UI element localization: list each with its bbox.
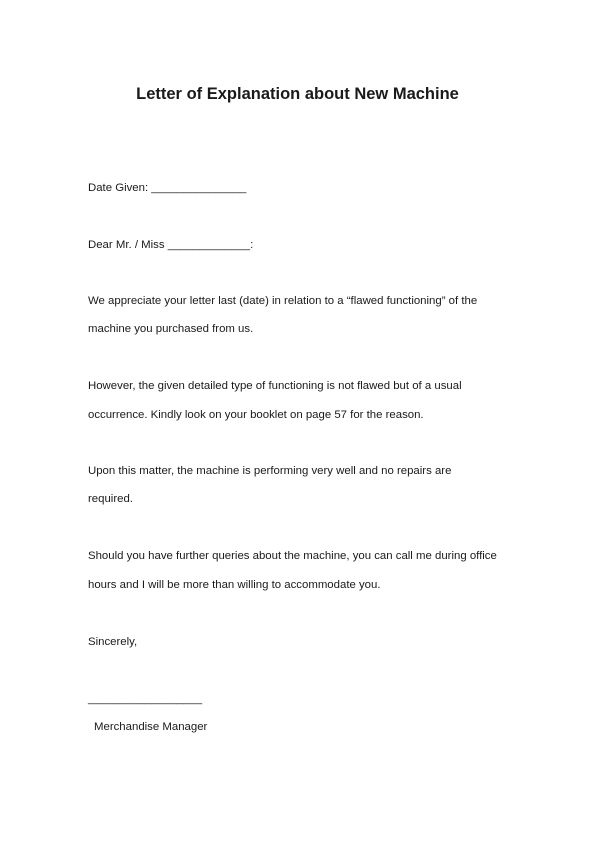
paragraph-4-line-2: hours and I will be more than willing to accommodate you. — [88, 579, 381, 591]
paragraph-3-line-1: Upon this matter, the machine is performing very well and no repairs are — [88, 465, 452, 477]
paragraph-2-line-2: occurrence. Kindly look on your booklet on page 57 for the reason. — [88, 409, 424, 421]
closing: Sincerely, — [88, 636, 138, 648]
signature-line: __________________ — [88, 693, 203, 705]
signatory-title: Merchandise Manager — [94, 721, 208, 733]
paragraph-3-line-2: required. — [88, 493, 133, 505]
paragraph-1-line-1: We appreciate your letter last (date) in relation to a “flawed functioning” of the — [88, 295, 478, 307]
paragraph-1-line-2: machine you purchased from us. — [88, 323, 254, 335]
letter-title: Letter of Explanation about New Machine — [136, 85, 459, 103]
salutation: Dear Mr. / Miss _____________: — [88, 239, 254, 251]
paragraph-2-line-1: However, the given detailed type of functioning is not flawed but of a usual — [88, 380, 462, 392]
paragraph-4-line-1: Should you have further queries about the machine, you can call me during office — [88, 550, 497, 562]
date-given-line: Date Given: _______________ — [88, 182, 247, 194]
